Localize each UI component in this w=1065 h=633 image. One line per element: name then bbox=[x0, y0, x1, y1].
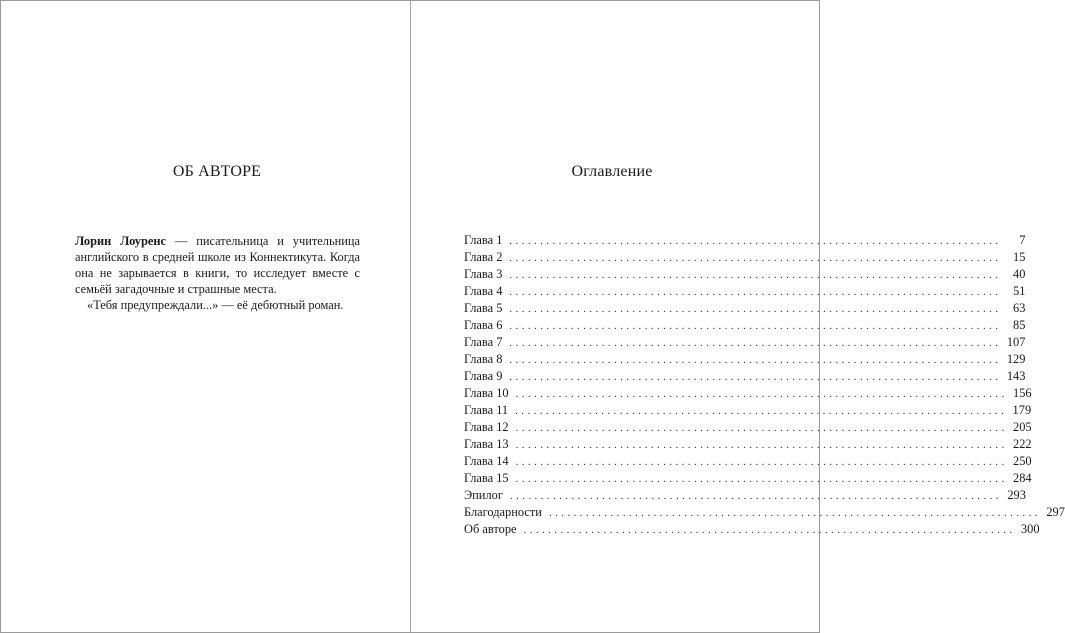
toc-entry-page-number: 300 bbox=[1020, 522, 1040, 536]
toc-dot-leader: ................................................................................ bbox=[523, 524, 1016, 536]
toc-dot-leader: ................................................................................ bbox=[509, 320, 1002, 332]
toc-dot-leader: ................................................................................ bbox=[509, 235, 1002, 247]
toc-entry-label: Глава 15 bbox=[464, 471, 509, 485]
toc-entry-page-number: 156 bbox=[1013, 386, 1032, 400]
toc-entry-label: Глава 11 bbox=[464, 403, 509, 417]
table-of-contents bbox=[464, 232, 1065, 538]
toc-entry-label: Глава 3 bbox=[464, 267, 503, 281]
toc-dot-leader: ................................................................................ bbox=[509, 371, 1002, 383]
about-author-title: ОБ АВТОРЕ bbox=[172, 163, 262, 180]
toc-entry[interactable] bbox=[464, 351, 1026, 368]
toc-entry[interactable] bbox=[464, 334, 1026, 351]
toc-dot-leader: ................................................................................ bbox=[509, 286, 1002, 298]
toc-entry-label: Глава 12 bbox=[464, 420, 509, 434]
toc-dot-leader: ................................................................................ bbox=[515, 422, 1008, 434]
toc-entry[interactable] bbox=[464, 436, 1032, 453]
toc-entry-label: Благодарности bbox=[464, 505, 542, 519]
toc-dot-leader: ................................................................................ bbox=[548, 507, 1041, 519]
toc-entry-page-number: 51 bbox=[1013, 284, 1026, 298]
toc-entry-label: Глава 5 bbox=[464, 301, 503, 315]
toc-entry[interactable] bbox=[464, 232, 1026, 249]
toc-entry[interactable] bbox=[464, 385, 1032, 402]
toc-entry-page-number: 107 bbox=[1006, 335, 1026, 349]
toc-title: Оглавление bbox=[571, 163, 653, 180]
toc-entry[interactable] bbox=[464, 368, 1026, 385]
toc-entry-label: Глава 1 bbox=[464, 233, 503, 247]
toc-entry-page-number: 205 bbox=[1013, 420, 1032, 434]
toc-entry-page-number: 250 bbox=[1013, 454, 1032, 468]
toc-entry-label: Глава 10 bbox=[464, 386, 509, 400]
toc-entry-page-number: 40 bbox=[1013, 267, 1026, 281]
toc-entry-page-number: 129 bbox=[1006, 352, 1026, 366]
toc-dot-leader: ................................................................................ bbox=[515, 439, 1008, 451]
toc-entry-page-number: 179 bbox=[1012, 403, 1032, 417]
toc-entry-label: Глава 14 bbox=[464, 454, 509, 468]
toc-entry[interactable] bbox=[464, 419, 1032, 436]
bio-paragraph-2: «Тебя предупреждали...» — её дебютный роман. bbox=[87, 298, 344, 312]
toc-entry-label: Глава 6 bbox=[464, 318, 503, 332]
toc-entry[interactable] bbox=[464, 300, 1026, 317]
bio-paragraph-1-text: — писательница и учительница английского в средней школе из Коннектикута. Когда она не зарывается в книги, то исследует вместе с семьёй загадочные и страшные места. bbox=[75, 234, 361, 296]
toc-dot-leader: ................................................................................ bbox=[515, 456, 1008, 468]
toc-entry[interactable] bbox=[464, 453, 1032, 470]
toc-entry-page-number: 222 bbox=[1013, 437, 1032, 451]
toc-dot-leader: ................................................................................ bbox=[509, 490, 1002, 502]
toc-entry-label: Эпилог bbox=[464, 488, 503, 502]
toc-entry-label: Глава 4 bbox=[464, 284, 503, 298]
toc-entry[interactable] bbox=[464, 283, 1026, 300]
toc-entry[interactable] bbox=[464, 402, 1032, 419]
toc-dot-leader: ................................................................................ bbox=[509, 252, 1002, 264]
toc-dot-leader: ................................................................................ bbox=[515, 388, 1008, 400]
toc-dot-leader: ................................................................................ bbox=[515, 405, 1008, 417]
toc-entry[interactable] bbox=[464, 521, 1040, 538]
toc-entry-page-number: 293 bbox=[1007, 488, 1026, 502]
toc-entry-label: Глава 9 bbox=[464, 369, 503, 383]
bio-paragraph-1 bbox=[75, 233, 360, 297]
toc-entry-page-number: 143 bbox=[1006, 369, 1026, 383]
toc-entry[interactable] bbox=[464, 249, 1026, 266]
toc-entry-label: Глава 7 bbox=[464, 335, 503, 349]
toc-entry-label: Глава 2 bbox=[464, 250, 503, 264]
toc-entry-page-number: 15 bbox=[1013, 250, 1026, 264]
toc-entry-label: Глава 13 bbox=[464, 437, 509, 451]
toc-entry[interactable] bbox=[464, 470, 1032, 487]
author-bio bbox=[75, 233, 360, 313]
toc-entry[interactable] bbox=[464, 317, 1026, 334]
toc-dot-leader: ................................................................................ bbox=[509, 303, 1002, 315]
toc-dot-leader: ................................................................................ bbox=[509, 337, 1002, 349]
toc-entry-page-number: 85 bbox=[1013, 318, 1026, 332]
toc-dot-leader: ................................................................................ bbox=[509, 354, 1002, 366]
toc-entry-page-number: 63 bbox=[1013, 301, 1026, 315]
page-gutter bbox=[410, 1, 411, 632]
author-name: Лорин Лоуренс bbox=[75, 234, 167, 248]
toc-entry-page-number: 7 bbox=[1019, 233, 1026, 247]
toc-entry-page-number: 297 bbox=[1046, 505, 1065, 519]
toc-entry[interactable] bbox=[464, 504, 1065, 521]
toc-entry[interactable] bbox=[464, 266, 1026, 283]
toc-dot-leader: ................................................................................ bbox=[509, 269, 1002, 281]
toc-entry-label: Об авторе bbox=[464, 522, 517, 536]
toc-entry-label: Глава 8 bbox=[464, 352, 503, 366]
toc-entry[interactable] bbox=[464, 487, 1026, 504]
toc-entry-page-number: 284 bbox=[1013, 471, 1032, 485]
toc-dot-leader: ................................................................................ bbox=[515, 473, 1008, 485]
